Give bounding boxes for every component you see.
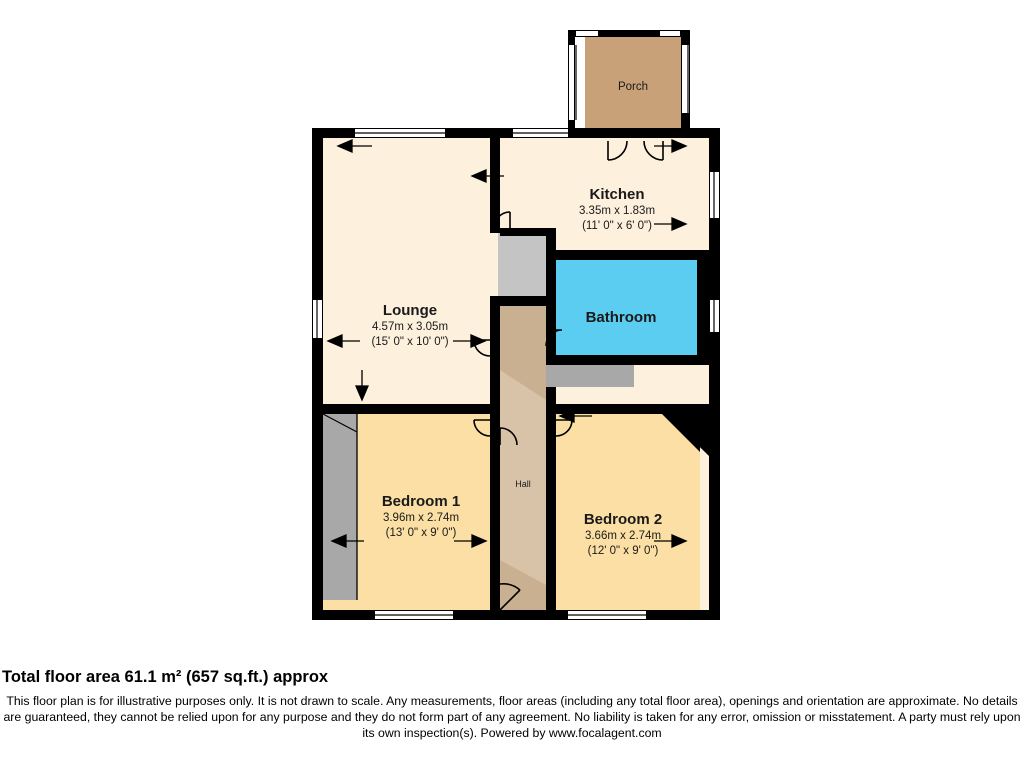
footer <box>0 660 1024 742</box>
stairs <box>500 236 546 296</box>
fixture-unit-landing <box>540 365 634 387</box>
porch-name: Porch <box>617 81 649 93</box>
room-label-bathroom <box>521 308 721 327</box>
wall-lounge-bedroom1 <box>323 404 498 414</box>
room-label-lounge <box>310 301 510 350</box>
bedroom2-dim-imperial: (12' 0" x 9' 0") <box>587 544 659 557</box>
porch-window-top-left <box>576 31 598 36</box>
wall-hall-right <box>546 228 556 620</box>
porch-window-left <box>569 45 574 120</box>
wall-bathroom-bedroom2 <box>546 355 709 365</box>
lounge-floor <box>323 138 490 404</box>
total-floor-area: Total floor area 61.1 m² (657 sq.ft.) approx <box>2 668 329 686</box>
bedroom1-name: Bedroom 1 <box>381 493 461 510</box>
room-label-hall <box>498 479 548 491</box>
lounge-name: Lounge <box>382 302 438 319</box>
outer-wall-left <box>312 128 323 620</box>
bedroom1-dim-metric: 3.96m x 2.74m <box>382 512 460 525</box>
room-label-kitchen <box>517 185 717 234</box>
porch-window-top-right <box>660 31 680 36</box>
disclaimer-text: This floor plan is for illustrative purposes only. It is not drawn to scale. Any measurements, floor areas (including any total floor area), openings and orientation are approximate. No details are guaranteed, they cannot be relied upon for any purpose and they do not form part of any agreement. No liability is taken for any error, omission or misstatement. A party must rely upon its own inspection(s). Powered by www.focalagent.com <box>3 694 1021 741</box>
lounge-dim-imperial: (15' 0" x 10' 0") <box>371 335 449 348</box>
wall-kitchen-bathroom <box>546 250 709 260</box>
room-label-bedroom1 <box>321 492 521 541</box>
bedroom2-dim-metric: 3.66m x 2.74m <box>584 530 662 543</box>
kitchen-dim-metric: 3.35m x 1.83m <box>578 205 656 218</box>
hall-name: Hall <box>515 479 531 489</box>
bathroom-wall-right <box>697 258 709 356</box>
kitchen-dim-imperial: (11' 0" x 6' 0") <box>582 219 652 232</box>
bathroom-name: Bathroom <box>585 309 657 326</box>
outer-wall-bottom <box>312 610 720 620</box>
bedroom2-name: Bedroom 2 <box>583 511 663 528</box>
bedroom1-dim-imperial: (13' 0" x 9' 0") <box>385 526 457 539</box>
room-label-porch <box>585 80 681 95</box>
room-label-bedroom2 <box>523 510 723 559</box>
kitchen-name: Kitchen <box>589 186 645 203</box>
lounge-dim-metric: 4.57m x 3.05m <box>371 321 449 334</box>
